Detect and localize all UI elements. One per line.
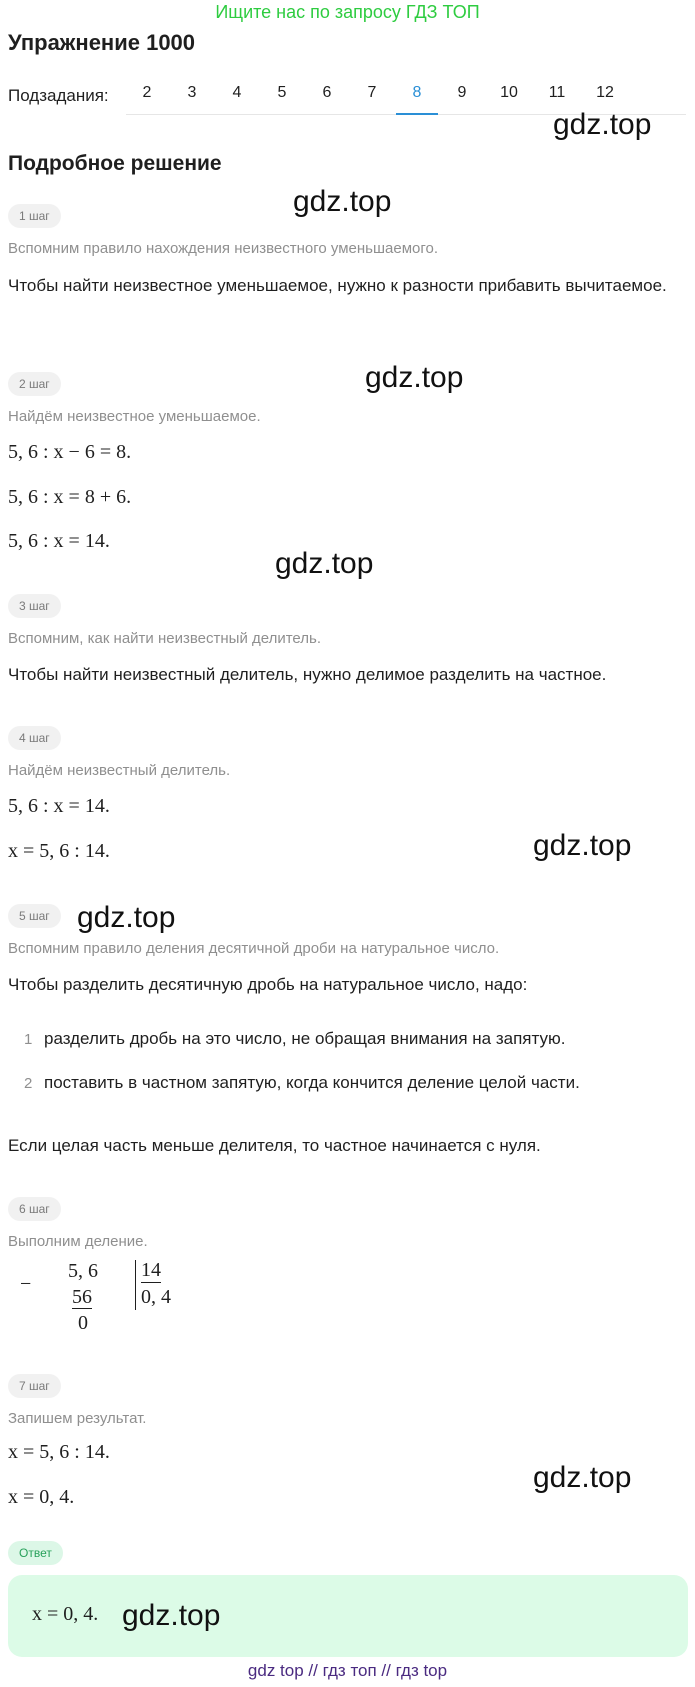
step-text: Чтобы найти неизвестный делитель, нужно делимое разделить на частное. [8,665,607,684]
watermark: gdz.top [533,829,632,862]
step-hint: Найдём неизвестное уменьшаемое. [8,408,261,425]
math-line: 5, 6 : x = 14. [8,530,110,552]
tab-subtask-5[interactable]: 5 [277,84,287,101]
step-badge: 6 шаг [8,1197,61,1221]
footer-links[interactable]: gdz top // гдз топ // гдз top [247,1661,448,1680]
division-divisor: 14 [141,1259,161,1281]
step-hint: Запишем результат. [8,1410,147,1427]
watermark: gdz.top [533,1461,632,1494]
search-banner[interactable]: Ищите нас по запросу ГДЗ ТОП [215,2,480,22]
step-hint: Найдём неизвестный делитель. [8,762,231,779]
step-text: Чтобы разделить десятичную дробь на натуральное число, надо: [8,975,528,994]
step-badge: 2 шаг [8,372,61,396]
watermark: gdz.top [365,361,464,394]
division-minus: − [20,1273,32,1295]
tab-subtask-10[interactable]: 10 [500,84,518,101]
watermark: gdz.top [275,547,374,580]
watermark: gdz.top [77,901,176,934]
page-title: Упражнение 1000 [8,30,196,55]
math-line: 5, 6 : x − 6 = 8. [8,441,132,463]
math-line: x = 5, 6 : 14. [8,1441,110,1463]
step-text: Чтобы найти неизвестное уменьшаемое, нужно к разности прибавить вычитаемое. [8,276,667,295]
tab-subtask-3[interactable]: 3 [187,84,197,101]
division-quotient: 0, 4 [141,1286,171,1308]
answer-badge: Ответ [8,1541,63,1565]
list-number: 1 [24,1031,33,1048]
math-line: x = 5, 6 : 14. [8,840,110,862]
math-line: 5, 6 : x = 14. [8,795,110,817]
answer-box [8,1575,688,1657]
tab-subtask-12[interactable]: 12 [596,84,614,101]
tab-subtask-6[interactable]: 6 [322,84,332,101]
section-title: Подробное решение [8,152,222,175]
tab-subtask-4[interactable]: 4 [232,84,242,101]
subtasks-label: Подзадания: [8,86,109,105]
step-badge: 3 шаг [8,594,61,618]
division-bar [135,1260,136,1310]
step-hint: Вспомним, как найти неизвестный делитель. [8,630,321,647]
watermark: gdz.top [293,185,392,218]
division-remainder: 0 [78,1312,88,1334]
step-hint: Вспомним правило деления десятичной дроби на натуральное число. [8,940,500,957]
tab-subtask-7[interactable]: 7 [367,84,377,101]
step-note: Если целая часть меньше делителя, то частное начинается с нуля. [8,1136,541,1155]
division-subtrahend: 56 [72,1286,92,1308]
tab-subtask-2[interactable]: 2 [142,84,152,101]
list-item: разделить дробь на это число, не обращая внимания на запятую. [44,1029,566,1048]
answer-value: x = 0, 4. [32,1603,99,1625]
step-badge: 5 шаг [8,904,61,928]
tab-subtask-9[interactable]: 9 [457,84,467,101]
math-line: x = 0, 4. [8,1486,75,1508]
list-item: поставить в частном запятую, когда кончится деление целой части. [44,1073,580,1092]
tab-subtask-8[interactable]: 8 [396,72,438,115]
step-hint: Выполним деление. [8,1233,148,1250]
watermark: gdz.top [122,1599,221,1632]
step-badge: 4 шаг [8,726,61,750]
list-number: 2 [24,1075,33,1092]
step-hint: Вспомним правило нахождения неизвестного уменьшаемого. [8,240,439,257]
tab-subtask-11[interactable]: 11 [548,84,566,101]
watermark: gdz.top [553,108,652,141]
division-dividend: 5, 6 [68,1260,98,1282]
step-badge: 7 шаг [8,1374,61,1398]
step-badge: 1 шаг [8,204,61,228]
math-line: 5, 6 : x = 8 + 6. [8,486,132,508]
long-division [8,1256,208,1332]
